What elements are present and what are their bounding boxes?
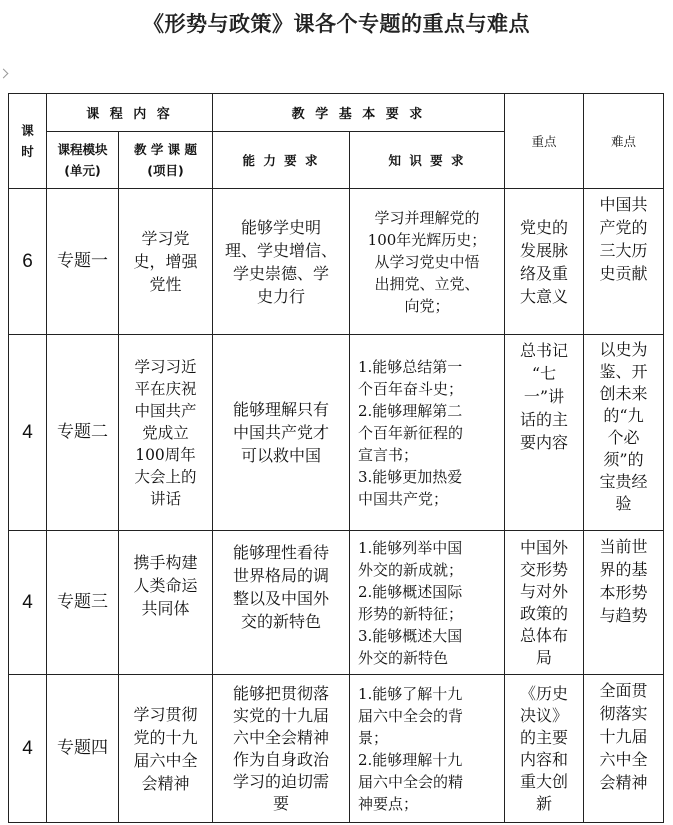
header-hours: 课 时 <box>9 94 47 189</box>
row-knowledge: 1.能够了解十九 届六中全会的背 景； 2.能够理解十九 届六中全会的精 神要点； <box>350 675 505 823</box>
header-ability: 能 力 要 求 <box>213 132 350 189</box>
row-topic: 携手构建 人类命运 共同体 <box>119 531 213 675</box>
table-row <box>9 189 664 335</box>
row-module: 专题一 <box>47 189 119 335</box>
row-key-point: 中国外 交形势 与对外 政策的 总体布 局 <box>505 531 584 675</box>
row-module: 专题二 <box>47 335 119 531</box>
row-difficulty: 以史为 鉴、开 创未来 的“九 个必 须”的 宝贵经 验 <box>584 335 664 531</box>
row-key-point: 总书记 “七 一”讲 话的主 要内容 <box>505 335 584 531</box>
row-topic: 学习习近 平在庆祝 中国共产 党成立 100周年 大会上的 讲话 <box>119 335 213 531</box>
row-difficulty: 当前世 界的基 本形势 与趋势 <box>584 531 664 675</box>
row-knowledge: 学习并理解党的 100年光辉历史； 从学习党史中悟 出拥党、立党、 向党； <box>350 189 505 335</box>
header-key-points: 重点 <box>505 94 584 189</box>
page-title: 《形势与政策》课各个专题的重点与难点 <box>143 12 530 36</box>
header-course-content: 课 程 内 容 <box>47 94 213 132</box>
table-row <box>9 531 664 675</box>
row-ability: 能够学史明 理、学史增信、 学史崇德、学 史力行 <box>213 189 350 335</box>
row-knowledge: 1.能够总结第一 个百年奋斗史； 2.能够理解第二 个百年新征程的 宣言书； 3.能够更加热爱 中国共产党； <box>350 335 505 531</box>
row-hours: 4 <box>9 675 47 823</box>
table-row <box>9 335 664 531</box>
header-difficulties: 难点 <box>584 94 664 189</box>
header-basic-requirements: 教 学 基 本 要 求 <box>213 94 505 132</box>
header-knowledge: 知 识 要 求 <box>350 132 505 189</box>
course-table <box>8 93 664 823</box>
row-key-point: 《历史 决议》 的主要 内容和 重大创 新 <box>505 675 584 823</box>
header-topic: 教 学 课 题 (项目) <box>119 132 213 189</box>
row-ability: 能够把贯彻落 实党的十九届 六中全会精神 作为自身政治 学习的迫切需 要 <box>213 675 350 823</box>
row-topic: 学习贯彻 党的十九 届六中全 会精神 <box>119 675 213 823</box>
row-difficulty: 中国共 产党的 三大历 史贡献 <box>584 189 664 335</box>
table-row <box>9 675 664 823</box>
row-ability: 能够理性看待 世界格局的调 整以及中国外 交的新特色 <box>213 531 350 675</box>
row-module: 专题三 <box>47 531 119 675</box>
row-difficulty: 全面贯 彻落实 十九届 六中全 会精神 <box>584 675 664 823</box>
table-header-row <box>9 94 664 132</box>
row-hours: 4 <box>9 531 47 675</box>
row-ability: 能够理解只有 中国共产党才 可以救中国 <box>213 335 350 531</box>
header-module: 课程模块 (单元) <box>47 132 119 189</box>
row-key-point: 党史的 发展脉 络及重 大意义 <box>505 189 584 335</box>
row-module: 专题四 <box>47 675 119 823</box>
chevron-left-icon <box>0 69 8 79</box>
row-topic: 学习党 史，增强 党性 <box>119 189 213 335</box>
row-hours: 6 <box>9 189 47 335</box>
row-knowledge: 1.能够列举中国 外交的新成就； 2.能够概述国际 形势的新特征； 3.能够概述大国 外交的新特色 <box>350 531 505 675</box>
row-hours: 4 <box>9 335 47 531</box>
